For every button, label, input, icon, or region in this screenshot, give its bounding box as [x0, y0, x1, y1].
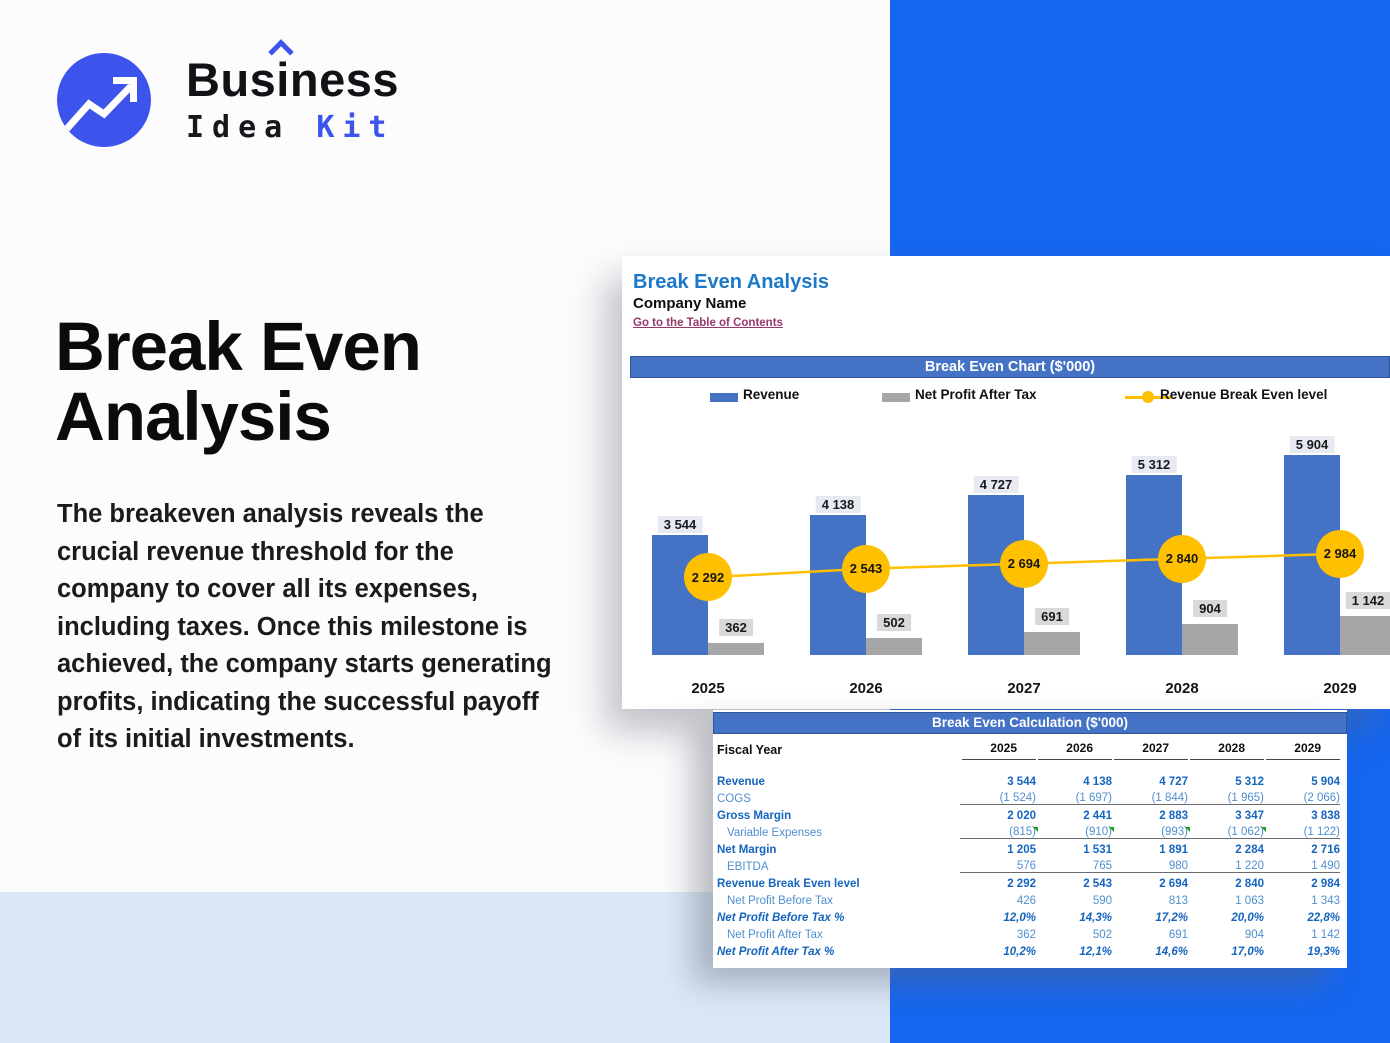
bar-value-label: 4 727: [974, 476, 1019, 493]
breakeven-chart-card: [622, 256, 1390, 709]
value-cell: 3 838: [1311, 809, 1340, 822]
bar-net-profit: [1024, 632, 1080, 655]
legend-label-breakeven: Revenue Break Even level: [1160, 387, 1328, 402]
table-row: [717, 909, 1340, 926]
company-name: Company Name: [633, 295, 747, 312]
value-cell: 12,1%: [1079, 945, 1112, 958]
value-cell: (910): [1085, 826, 1112, 838]
value-cell: 1 063: [1235, 894, 1264, 907]
value-cell: (1 062): [1227, 826, 1264, 838]
table-row: [717, 773, 1340, 790]
trend-arrow-icon: [56, 135, 152, 152]
value-cell: 590: [1092, 894, 1112, 907]
value-cell: 1 490: [1311, 860, 1340, 872]
value-cell: 2 840: [1235, 877, 1264, 890]
value-cell: 22,8%: [1307, 911, 1340, 924]
year-header-cell: 2026: [1038, 741, 1112, 760]
value-cell: 5 904: [1311, 775, 1340, 788]
bar-value-label: 5 904: [1290, 436, 1335, 453]
fiscal-year-row: [717, 740, 1340, 760]
value-cell: 2 292: [1007, 877, 1036, 890]
page-title: Break Even Analysis: [55, 308, 421, 455]
value-cell: (1 122): [1303, 826, 1340, 838]
row-label: Gross Margin: [717, 809, 792, 822]
chart-plot: [622, 256, 1390, 709]
row-label: Fiscal Year: [717, 743, 783, 757]
value-cell: 20,0%: [1231, 911, 1264, 924]
value-cell: 1 531: [1083, 843, 1112, 856]
value-cell: 2 441: [1083, 809, 1112, 822]
calc-header-bar: Break Even Calculation ($'000): [713, 712, 1347, 734]
row-label: Net Profit Before Tax: [727, 894, 833, 907]
bar-value-label: 362: [719, 619, 753, 636]
bar-value-label: 1 142: [1346, 592, 1390, 609]
bar-value-label: 3 544: [658, 516, 703, 533]
bar-net-profit: [1340, 616, 1390, 655]
year-header-cell: 2027: [1114, 741, 1188, 760]
breakeven-point: 2 694: [1000, 540, 1048, 588]
year-label: 2028: [1165, 680, 1199, 697]
value-cell: 980: [1168, 860, 1188, 872]
row-label: COGS: [717, 792, 751, 805]
value-cell: 3 544: [1007, 775, 1036, 788]
breakeven-point: 2 292: [684, 553, 732, 601]
value-cell: 4 727: [1159, 775, 1188, 788]
value-cell: 813: [1168, 894, 1188, 907]
chart-header-bar: Break Even Chart ($'000): [630, 356, 1390, 378]
legend-label-net-profit: Net Profit After Tax: [915, 387, 1037, 402]
value-cell: 1 343: [1311, 894, 1340, 907]
value-cell: 1 142: [1311, 928, 1340, 941]
table-of-contents-link[interactable]: Go to the Table of Contents: [633, 317, 783, 329]
table-row: [717, 841, 1340, 858]
row-label: Variable Expenses: [727, 826, 823, 839]
table-row: [717, 858, 1340, 875]
bar-net-profit: [708, 643, 764, 655]
value-cell: (1 965): [1227, 792, 1264, 804]
value-cell: 12,0%: [1003, 911, 1036, 924]
year-header-cell: 2025: [962, 741, 1036, 760]
bar-net-profit: [1182, 624, 1238, 655]
value-cell: (1 697): [1075, 792, 1112, 804]
value-cell: 14,6%: [1155, 945, 1188, 958]
value-cell: 502: [1092, 928, 1112, 941]
row-label: Revenue Break Even level: [717, 877, 860, 890]
value-cell: 1 220: [1235, 860, 1264, 872]
breakeven-calc-card: [713, 710, 1347, 968]
value-cell: 904: [1244, 928, 1264, 941]
breakeven-point: 2 840: [1158, 535, 1206, 583]
bar-value-label: 691: [1035, 608, 1069, 625]
bar-value-label: 904: [1193, 600, 1227, 617]
brand-name: [186, 53, 399, 145]
value-cell: 2 284: [1235, 843, 1264, 856]
year-label: 2026: [849, 680, 883, 697]
calc-table: [717, 740, 1340, 960]
value-cell: 2 020: [1007, 809, 1036, 822]
value-cell: 1 205: [1007, 843, 1036, 856]
value-cell: (815): [1009, 826, 1036, 838]
bar-value-label: 4 138: [816, 496, 861, 513]
value-cell: 691: [1168, 928, 1188, 941]
value-cell: 362: [1016, 928, 1036, 941]
value-cell: 5 312: [1235, 775, 1264, 788]
value-cell: 765: [1092, 860, 1112, 872]
hero-paragraph: The breakeven analysis reveals the crucial revenue threshold for the company to cover all its expenses, including taxes. Once this milestone is achieved, the company starts generating profits, indicating the successful payoff of its initial investments.: [57, 500, 552, 753]
bar-value-label: 5 312: [1132, 456, 1177, 473]
value-cell: 1 891: [1159, 843, 1188, 856]
year-label: 2029: [1323, 680, 1357, 697]
row-label: Net Profit Before Tax %: [717, 911, 845, 924]
value-cell: 2 716: [1311, 843, 1340, 856]
value-cell: 10,2%: [1003, 945, 1036, 958]
year-header-cell: 2029: [1266, 741, 1340, 760]
table-row: [717, 926, 1340, 943]
brand-line1: Bus iness: [186, 56, 399, 103]
row-label: Net Profit After Tax: [727, 928, 823, 941]
sheet-title: Break Even Analysis: [633, 271, 830, 293]
brand-line2: Idea Kit: [186, 110, 395, 145]
value-cell: 3 347: [1235, 809, 1264, 822]
row-label: Net Profit After Tax %: [717, 945, 835, 958]
value-cell: 2 694: [1159, 877, 1188, 890]
value-cell: (1 524): [999, 792, 1036, 804]
value-cell: 14,3%: [1079, 911, 1112, 924]
table-row: [717, 875, 1340, 892]
value-cell: 2 543: [1083, 877, 1112, 890]
value-cell: 2 984: [1311, 877, 1340, 890]
bar-value-label: 502: [877, 614, 911, 631]
year-label: 2027: [1007, 680, 1041, 697]
breakeven-point: 2 543: [842, 545, 890, 593]
value-cell: 2 883: [1159, 809, 1188, 822]
year-header-cell: 2028: [1190, 741, 1264, 760]
value-cell: 19,3%: [1307, 945, 1340, 958]
logo: [56, 52, 152, 153]
value-cell: 17,0%: [1231, 945, 1264, 958]
row-label: Revenue: [717, 775, 765, 788]
value-cell: (1 844): [1151, 792, 1188, 804]
table-row: [717, 892, 1340, 909]
value-cell: (993): [1161, 826, 1188, 838]
table-row: [717, 790, 1340, 807]
breakeven-point: 2 984: [1316, 530, 1364, 578]
value-cell: 426: [1016, 894, 1036, 907]
bar-net-profit: [866, 638, 922, 655]
value-cell: (2 066): [1303, 792, 1340, 804]
row-label: EBITDA: [727, 860, 769, 873]
row-label: Net Margin: [717, 843, 777, 856]
year-label: 2025: [691, 680, 725, 697]
value-cell: 17,2%: [1155, 911, 1188, 924]
value-cell: 576: [1016, 860, 1036, 872]
table-row: [717, 943, 1340, 960]
table-row: [717, 807, 1340, 824]
table-row: [717, 824, 1340, 841]
value-cell: 4 138: [1083, 775, 1112, 788]
legend-label-revenue: Revenue: [743, 387, 800, 402]
